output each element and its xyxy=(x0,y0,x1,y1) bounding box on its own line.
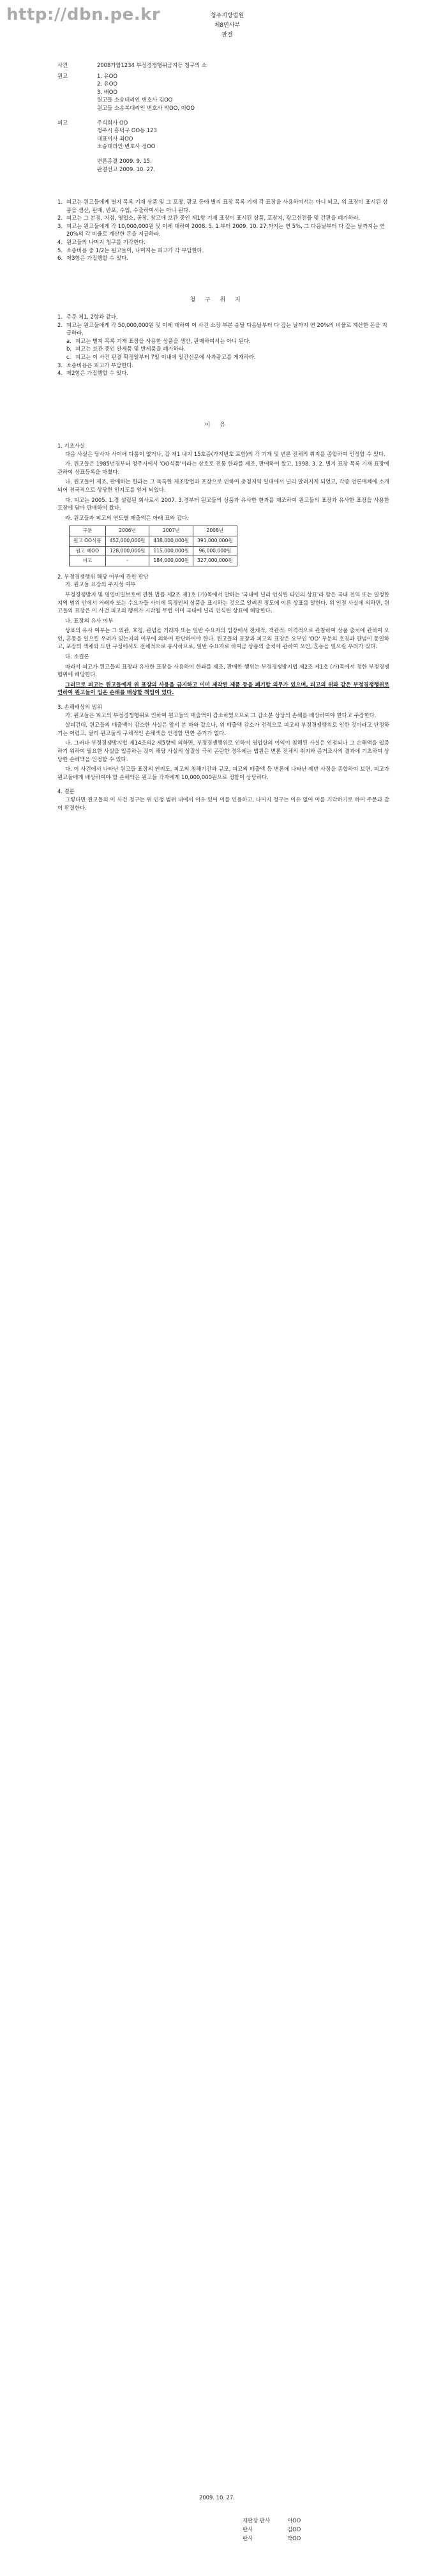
judge-title: 재판장 판사 xyxy=(243,2517,271,2524)
claim-number: 2. xyxy=(57,321,63,328)
document-type: 판결 xyxy=(221,32,233,38)
judge-title: 판사 xyxy=(243,2535,253,2542)
reasons-section xyxy=(57,441,389,814)
section-title: 1. 기초사실 xyxy=(57,443,86,449)
table-cell: 원고 OO식품 xyxy=(70,536,106,546)
order-number: 6. xyxy=(57,255,63,262)
section-title: 2. 부정경쟁행위 해당 여부에 관한 판단 xyxy=(57,573,149,580)
order-item xyxy=(57,238,389,246)
judge-name: 이OO xyxy=(287,2517,301,2524)
order-number: 1. xyxy=(57,199,63,205)
table-cell: 96,000,000원 xyxy=(193,546,237,556)
claim-item xyxy=(57,345,389,353)
paragraph: 그렇다면 원고들의 이 사건 청구는 위 인정 범위 내에서 이유 있어 이를 인용하고, 나머지 청구는 이유 없어 이를 기각하기로 하여 주문과 같이 판결한다. xyxy=(57,796,389,811)
order-item xyxy=(57,254,389,262)
claim-text: 소송비용은 피고가 부담한다. xyxy=(66,361,134,368)
claim-text: 피고는 별지 목록 기재 표장을 사용한 상품을 생산, 판매하여서는 아니 된다. xyxy=(75,337,251,344)
reasons-heading: 이 유 xyxy=(204,422,230,428)
claim-number: 3. xyxy=(57,361,63,368)
order-number: 4. xyxy=(57,238,63,245)
order-number: 2. xyxy=(57,215,63,222)
judge-title: 판사 xyxy=(243,2526,253,2533)
order-number: 5. xyxy=(57,246,63,254)
order-text: 제3항은 가집행할 수 있다. xyxy=(66,255,128,262)
claim-item xyxy=(57,313,389,321)
paragraph: 나. 표장의 유사 여부 xyxy=(65,617,114,624)
party-value: 변론종결 2009. 9. 15. 판결선고 2009. 10. 27. xyxy=(97,157,155,172)
judge-row xyxy=(243,2534,383,2543)
party-role: 피고 xyxy=(57,119,68,126)
party-plaintiff xyxy=(57,72,389,112)
sales-table xyxy=(69,526,237,566)
claim-number: 4. xyxy=(57,370,63,377)
party-value: 주식회사 OO 청주시 흥덕구 OO동 123 대표이사 최OO 소송대리인 변호사 정OO xyxy=(97,119,157,150)
paragraph: 나. 원고들이 제조, 판매하는 한과는 그 독특한 제조방법과 포장으로 인하여 충청지역 일대에서 널리 알려지게 되었고, 각종 언론매체에 소개되어 전국적으로 상당한 인지도를 얻게 되었다. xyxy=(57,478,389,493)
party-role: 원고 xyxy=(57,72,68,79)
paragraph: 라. 원고들과 피고의 연도별 매출액은 아래 표와 같다. xyxy=(65,514,189,521)
table-cell: 115,000,000원 xyxy=(149,546,193,556)
paragraph: 살피건대, 원고들의 매출액이 감소한 사실은 앞서 본 바와 같으나, 위 매출액 감소가 전적으로 피고의 부정경쟁행위로 인한 것이라고 단정하기는 어렵고, 달리 원고들의 구체적인 손해액을 인정할 만한 증거가 없다. xyxy=(57,722,389,736)
table-row xyxy=(70,556,237,566)
order-text: 소송비용 중 1/2는 원고들이, 나머지는 피고가 각 부담한다. xyxy=(66,246,204,254)
table-header-row xyxy=(70,526,237,536)
order-item xyxy=(57,198,389,214)
parties-section xyxy=(57,61,389,173)
table-header-cell: 2008년 xyxy=(193,526,237,536)
order-item xyxy=(57,214,389,222)
table-cell: 184,000,000원 xyxy=(149,556,193,566)
court-name: 청주지방법원 xyxy=(210,13,244,19)
table-row xyxy=(70,536,237,546)
claim-text: 주문 제1, 2항과 같다. xyxy=(66,314,118,320)
order-number: 3. xyxy=(57,222,63,229)
judge-name: 박OO xyxy=(287,2535,301,2542)
paragraph: 나. 그러나 부정경쟁방지법 제14조의2 제5항에 의하면, 부정경쟁행위로 인하여 영업상의 이익이 침해된 사실은 인정되나 그 손해액을 입증하기 위하여 필요한 사실을 입증하는 것이 해당 사실의 성질상 극히 곤란한 경우에는 법원은 변론 전체의 취지와 증거조사의 결과에 기초하여 상당한 손해액을 인정할 수 있다. xyxy=(57,739,389,762)
section-title: 4. 결론 xyxy=(57,788,75,795)
table-header-cell: 2007년 xyxy=(149,526,193,536)
claim-text: 피고는 원고들에게 각 50,000,000원 및 이에 대하여 이 사건 소장 부본 송달 다음날부터 다 갚는 날까지 연 20%의 비율로 계산한 돈을 지급하라. xyxy=(66,321,387,337)
judge-name: 김OO xyxy=(287,2526,301,2533)
paragraph: 가. 원고들은 1985년경부터 청주시에서 'OO식품'이라는 상호로 전통 한과를 제조, 판매하여 왔고, 1998. 3. 2. 별지 표장 목록 기재 표장에 관하여 상표등록을 마쳤다. xyxy=(57,460,389,475)
paragraph: 다. 소결론 xyxy=(65,653,89,660)
claim-text: 피고는 이 사건 판결 확정일부터 7일 이내에 일간신문에 사과광고를 게재하라. xyxy=(75,353,256,360)
judgment-date: 2009. 10. 27. xyxy=(199,2494,235,2501)
table-cell: 원고 배OO xyxy=(70,546,106,556)
judges-signature xyxy=(243,2516,383,2543)
hearing-dates xyxy=(57,157,389,173)
paragraph: 가. 원고들은 피고의 부정경쟁행위로 인하여 원고들의 매출액이 감소하였으므로 그 감소분 상당의 손해를 배상하여야 한다고 주장한다. xyxy=(65,711,377,718)
claim-item xyxy=(57,353,389,361)
case-label: 사건 xyxy=(57,62,68,68)
table-cell: 피고 xyxy=(70,556,106,566)
case-row xyxy=(57,61,389,70)
claim-text: 제2항은 가집행할 수 있다. xyxy=(66,370,128,377)
judge-row xyxy=(243,2525,383,2534)
claims-section xyxy=(57,313,389,377)
claim-item xyxy=(57,369,389,377)
table-cell: 327,000,000원 xyxy=(193,556,237,566)
claim-item xyxy=(57,337,389,345)
table-header-cell: 2006년 xyxy=(105,526,149,536)
paragraph: 다. 피고는 2005. 1.경 설립된 회사로서 2007. 3.경부터 원고들의 상품과 유사한 한과를 제조하여 원고들의 표장과 유사한 표장을 사용한 포장에 담아 판매하여 왔다. xyxy=(57,496,389,511)
claim-number: a. xyxy=(66,337,71,344)
claim-number: 1. xyxy=(57,314,63,320)
claim-number: c. xyxy=(66,353,71,360)
paragraph: 따라서 피고가 원고들의 표장과 유사한 표장을 사용하여 한과를 제조, 판매한 행위는 부정경쟁방지법 제2조 제1호 (가)목에서 정한 부정경쟁행위에 해당한다. xyxy=(57,663,389,678)
court-header xyxy=(189,11,266,40)
table-cell: 391,000,000원 xyxy=(193,536,237,546)
case-value: 2008가합1234 부정경쟁행위금지등 청구의 소 xyxy=(97,62,207,68)
order-item xyxy=(57,246,389,255)
paragraph: 상표의 유사 여부는 그 외관, 호칭, 관념을 거래자 또는 일반 수요자의 입장에서 전체적, 객관적, 이격적으로 관찰하여 상품 출처에 관하여 오인, 혼동을 일으킬 우려가 있는지의 여부에 의하여 판단하여야 한다. 원고들의 표장과 피고의 표장은 요부인 'OO' 부분의 호칭과 관념이 동일하고, 포장의 색채와 도안 구성에서도 전체적으로 유사하므로, 일반 수요자로 하여금 상품의 출처에 관하여 오인, 혼동을 일으킬 우려가 있다. xyxy=(57,627,389,650)
claims-heading: 청 구 취 지 xyxy=(190,297,244,303)
paragraph: 가. 원고들 표장의 주지성 여부 xyxy=(65,581,136,588)
paragraph: 다. 이 사건에서 나타난 원고들 표장의 인지도, 피고의 침해기간과 규모, 피고의 매출액 등 변론에 나타난 제반 사정을 종합하여 보면, 피고가 원고들에게 배상하여야 할 손해액은 원고들 각자에게 10,000,000원으로 정함이 상당하다. xyxy=(57,766,389,780)
order-text: 피고는 원고들에게 각 10,000,000원 및 이에 대하여 2008. 5. 1.부터 2009. 10. 27.까지는 연 5%, 그 다음날부터 다 갚는 날까지는 연 20%의 각 비율로 계산한 돈을 지급하라. xyxy=(66,222,385,238)
orders-section xyxy=(57,198,389,262)
claim-text: 피고는 보관 중인 완제품 및 반제품을 폐기하라. xyxy=(75,345,186,352)
order-text: 피고는 그 본점, 지점, 영업소, 공장, 창고에 보관 중인 제1항 기재 표장이 표시된 상품, 포장지, 광고선전물 및 간판을 폐기하라. xyxy=(66,215,361,222)
section-title: 3. 손해배상의 범위 xyxy=(57,704,102,711)
claim-item xyxy=(57,321,389,337)
table-cell: 128,000,000원 xyxy=(105,546,149,556)
order-text: 원고들의 나머지 청구를 기각한다. xyxy=(66,238,146,245)
emphasized-paragraph: 그러므로 피고는 원고들에게 위 표장의 사용을 금지하고 이미 제작된 제품 등을 폐기할 의무가 있으며, 피고의 위와 같은 부정경쟁행위로 인하여 원고들이 입은 손해를 배상할 책임이 있다. xyxy=(57,681,389,696)
claim-item xyxy=(57,361,389,370)
table-header-cell: 구분 xyxy=(70,526,106,536)
table-row xyxy=(70,546,237,556)
claim-number: b. xyxy=(66,345,71,352)
party-value: 1. 유OO 2. 유OO 3. 배OO 원고들 소송대리인 변호사 김OO 원고들 소송복대리인 변호사 박OO, 이OO xyxy=(97,72,195,111)
table-cell: 438,000,000원 xyxy=(149,536,193,546)
party-role xyxy=(57,157,97,173)
division-name: 제8민사부 xyxy=(214,22,241,29)
table-cell: 452,000,000원 xyxy=(105,536,149,546)
party-defendant xyxy=(57,119,389,151)
table-cell: - xyxy=(105,556,149,566)
paragraph: 부정경쟁방지 및 영업비밀보호에 관한 법률 제2조 제1호 (가)목에서 말하는 '국내에 널리 인식된 타인의 상표'라 함은 국내 전역 또는 일정한 지역 범위 안에서 거래자 또는 수요자들 사이에 특정인의 상품을 표시하는 것으로 알려진 정도에 이른 상표를 말한다. 위 인정 사실에 의하면, 원고들의 표장은 이 사건 피고의 행위가 시작될 무렵 이미 국내에 널리 인식된 상표에 해당한다. xyxy=(57,591,389,614)
order-text: 피고는 원고들에게 별지 목록 기재 상품 및 그 포장, 광고 등에 별지 표장 목록 기재 각 표장을 사용하여서는 아니 되고, 위 표장이 표시된 상품을 생산, 판매, 반포, 수입, 수출하여서는 아니 된다. xyxy=(66,199,388,213)
judge-row xyxy=(243,2516,383,2525)
paragraph: 다음 사실은 당사자 사이에 다툼이 없거나, 갑 제1 내지 15호증(가지번호 포함)의 각 기재 및 변론 전체의 취지를 종합하여 인정할 수 있다. xyxy=(65,450,385,457)
watermark-url: http://dbn.pe.kr xyxy=(6,5,161,24)
order-item xyxy=(57,222,389,238)
